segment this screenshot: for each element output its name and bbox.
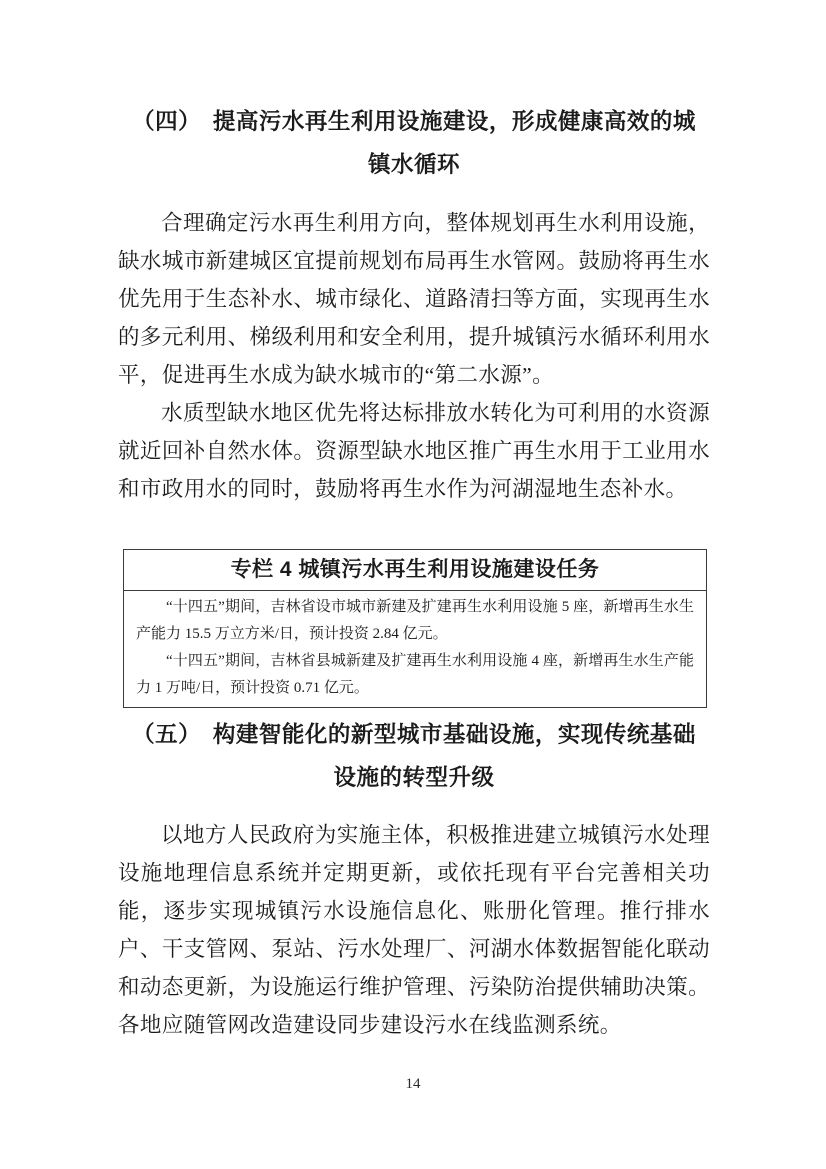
body-paragraph: 以地方人民政府为实施主体，积极推进建立城镇污水处理设施地理信息系统并定期更新，或依托现有平台完善相关功能，逐步实现城镇污水设施信息化、账册化管理。推行排水户、干支管网、泵站、污水处理厂、河湖水体数据智能化联动和动态更新，为设施运行维护管理、污染防治提供辅助决策。各地应随管网改造建设同步建设污水在线监测系统。 (118, 823, 710, 1037)
panel-title: 专栏 4 城镇污水再生利用设施建设任务 (124, 550, 706, 591)
section-5-heading-line-2: 设施的转型升级 (333, 765, 495, 790)
panel-body (124, 591, 706, 707)
section-4-heading-line-2: 镇水循环 (367, 152, 460, 177)
section-4-heading (118, 100, 710, 186)
page-number: 14 (405, 1076, 421, 1092)
body-paragraph: 水质型缺水地区优先将达标排放水转化为可利用的水资源就近回补自然水体。资源型缺水地区推广再生水用于工业用水和市政用水的同时，鼓励将再生水作为河湖湿地生态补水。 (118, 401, 710, 501)
section-4-body (118, 204, 710, 508)
panel-paragraph: “十四五”期间，吉林省设市城市新建及扩建再生水利用设施 5 座，新增再生水生产能力 15.5 万立方米/日，预计投资 2.84 亿元。 (136, 599, 694, 642)
section-5-heading-line-1: （五） 构建智能化的新型城市基础设施，实现传统基础 (132, 722, 696, 747)
panel-box (123, 549, 707, 708)
section-5-body (118, 816, 710, 1044)
section-5-heading (118, 713, 710, 799)
body-paragraph: 合理确定污水再生利用方向，整体规划再生水利用设施，缺水城市新建城区宜提前规划布局再生水管网。鼓励将再生水优先用于生态补水、城市绿化、道路清扫等方面，实现再生水的多元利用、梯级利用和安全利用，提升城镇污水循环利用水平，促进再生水成为缺水城市的“第二水源”。 (118, 211, 710, 387)
section-4-heading-line-1: （四） 提高污水再生利用设施建设，形成健康高效的城 (132, 109, 696, 134)
panel-paragraph: “十四五”期间，吉林省县城新建及扩建再生水利用设施 4 座，新增再生水生产能力 1 万吨/日，预计投资 0.71 亿元。 (136, 653, 694, 696)
